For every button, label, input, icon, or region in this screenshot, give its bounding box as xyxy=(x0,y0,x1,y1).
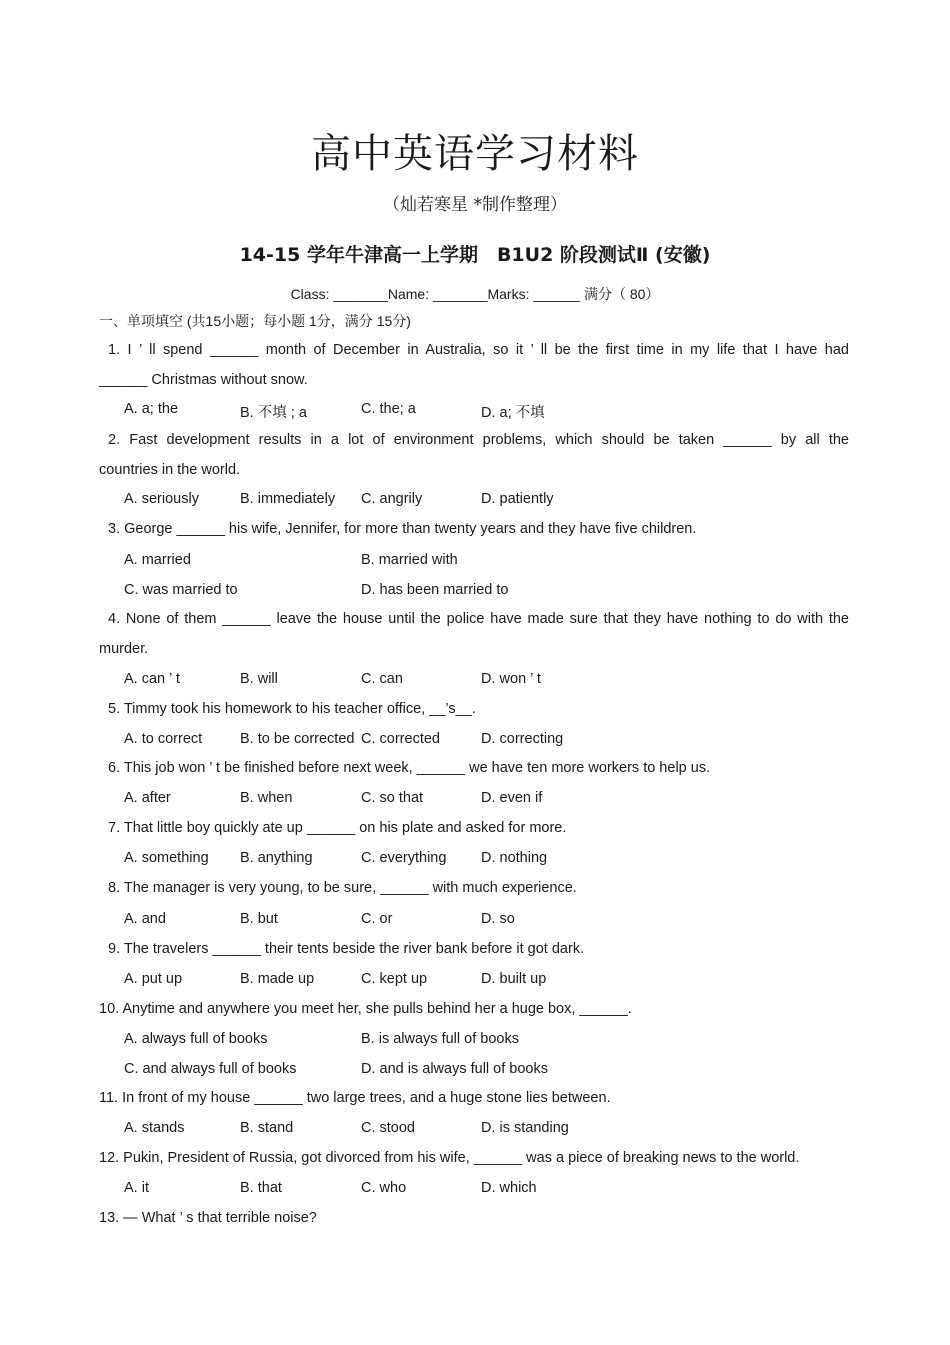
question-6-option-c: C. so that xyxy=(361,790,424,806)
question-4-option-b: B. will xyxy=(240,671,278,687)
question-1-option-b: B. 不填 ; a xyxy=(240,405,307,421)
question-8-line-1: 8. The manager is very young, to be sure, ______ with much experience. xyxy=(108,880,577,896)
question-10-option-d: D. and is always full of books xyxy=(361,1061,548,1077)
question-8-option-c: C. or xyxy=(361,911,393,927)
question-12-option-a: A. it xyxy=(124,1180,149,1196)
question-1-option-c: C. the; a xyxy=(361,401,416,417)
question-3-line-1: 3. George ______ his wife, Jennifer, for more than twenty years and they have five children. xyxy=(108,521,697,537)
question-5-option-d: D. correcting xyxy=(481,731,564,747)
question-3-option-d: D. has been married to xyxy=(361,582,509,598)
question-11-option-c: C. stood xyxy=(361,1120,415,1136)
question-5-option-c: C. corrected xyxy=(361,731,440,747)
question-10-option-a: A. always full of books xyxy=(124,1031,268,1047)
question-7-line-1: 7. That little boy quickly ate up ______ on his plate and asked for more. xyxy=(108,820,567,836)
question-8-option-a: A. and xyxy=(124,911,166,927)
question-7-option-c: C. everything xyxy=(361,850,447,866)
section-heading: 一、单项填空 (共15小题；每小题 1分，满分 15分) xyxy=(99,313,411,329)
question-10-line-1: 10. Anytime and anywhere you meet her, she pulls behind her a huge box, ______. xyxy=(99,1001,632,1017)
question-6-option-b: B. when xyxy=(240,790,293,806)
question-1-option-d: D. a; 不填 xyxy=(481,405,545,421)
question-11-option-d: D. is standing xyxy=(481,1120,569,1136)
test-title: 14-15 学年牛津高一上学期 B1U2 阶段测试Ⅱ (安徽) xyxy=(239,244,711,266)
question-9-option-a: A. put up xyxy=(124,971,183,987)
question-2-option-d: D. patiently xyxy=(481,491,554,507)
student-info-line: Class: _______Name: _______Marks: ______ 满分（ 80） xyxy=(290,286,660,302)
question-11-option-b: B. stand xyxy=(240,1120,294,1136)
question-6-option-d: D. even if xyxy=(481,790,543,806)
question-6-line-1: 6. This job won ’ t be finished before next week, ______ we have ten more workers to help us. xyxy=(108,760,711,776)
question-12-option-b: B. that xyxy=(240,1180,282,1196)
question-9-line-1: 9. The travelers ______ their tents beside the river bank before it got dark. xyxy=(108,941,585,957)
question-3-option-b: B. married with xyxy=(361,552,458,568)
question-9-option-c: C. kept up xyxy=(361,971,428,987)
question-13-line-1: 13. — What ’ s that terrible noise? xyxy=(99,1210,317,1226)
question-2-option-a: A. seriously xyxy=(124,491,199,507)
question-2-line-2: countries in the world. xyxy=(99,462,241,478)
question-12-option-d: D. which xyxy=(481,1180,537,1196)
document-title: 高中英语学习材料 xyxy=(311,131,639,177)
question-1-option-a: A. a; the xyxy=(124,401,179,417)
question-7-option-a: A. something xyxy=(124,850,209,866)
question-4-option-d: D. won ’ t xyxy=(481,671,541,687)
question-7-option-b: B. anything xyxy=(240,850,313,866)
question-4-line-1: 4. None of them ______ leave the house until the police have made sure that they have nothing to do with the xyxy=(108,611,849,627)
question-10-option-b: B. is always full of books xyxy=(361,1031,519,1047)
question-7-option-d: D. nothing xyxy=(481,850,548,866)
question-5-line-1: 5. Timmy took his homework to his teacher office, __’s__. xyxy=(108,701,476,717)
question-9-option-d: D. built up xyxy=(481,971,547,987)
question-8-option-d: D. so xyxy=(481,911,515,927)
question-11-option-a: A. stands xyxy=(124,1120,185,1136)
question-4-option-a: A. can ’ t xyxy=(124,671,180,687)
question-2-option-c: C. angrily xyxy=(361,491,423,507)
question-5-option-a: A. to correct xyxy=(124,731,203,747)
question-3-option-a: A. married xyxy=(124,552,191,568)
question-3-option-c: C. was married to xyxy=(124,582,238,598)
question-11-line-1: 11. In front of my house ______ two large trees, and a huge stone lies between. xyxy=(99,1090,611,1106)
document-subtitle: （灿若寒星 *制作整理） xyxy=(383,195,567,215)
question-12-line-1: 12. Pukin, President of Russia, got divorced from his wife, ______ was a piece of breaking news to the world. xyxy=(99,1150,800,1166)
question-4-option-c: C. can xyxy=(361,671,403,687)
question-6-option-a: A. after xyxy=(124,790,171,806)
question-9-option-b: B. made up xyxy=(240,971,315,987)
question-1-line-2: ______ Christmas without snow. xyxy=(99,372,308,388)
question-12-option-c: C. who xyxy=(361,1180,407,1196)
question-4-line-2: murder. xyxy=(99,641,149,657)
question-8-option-b: B. but xyxy=(240,911,278,927)
question-2-line-1: 2. Fast development results in a lot of environment problems, which should be taken ______ by all the xyxy=(108,432,849,448)
question-2-option-b: B. immediately xyxy=(240,491,336,507)
question-5-option-b: B. to be corrected xyxy=(240,731,355,747)
question-1-line-1: 1. I ’ ll spend ______ month of December in Australia, so it ’ ll be the first time in my life that I have had xyxy=(108,342,849,358)
question-10-option-c: C. and always full of books xyxy=(124,1061,297,1077)
